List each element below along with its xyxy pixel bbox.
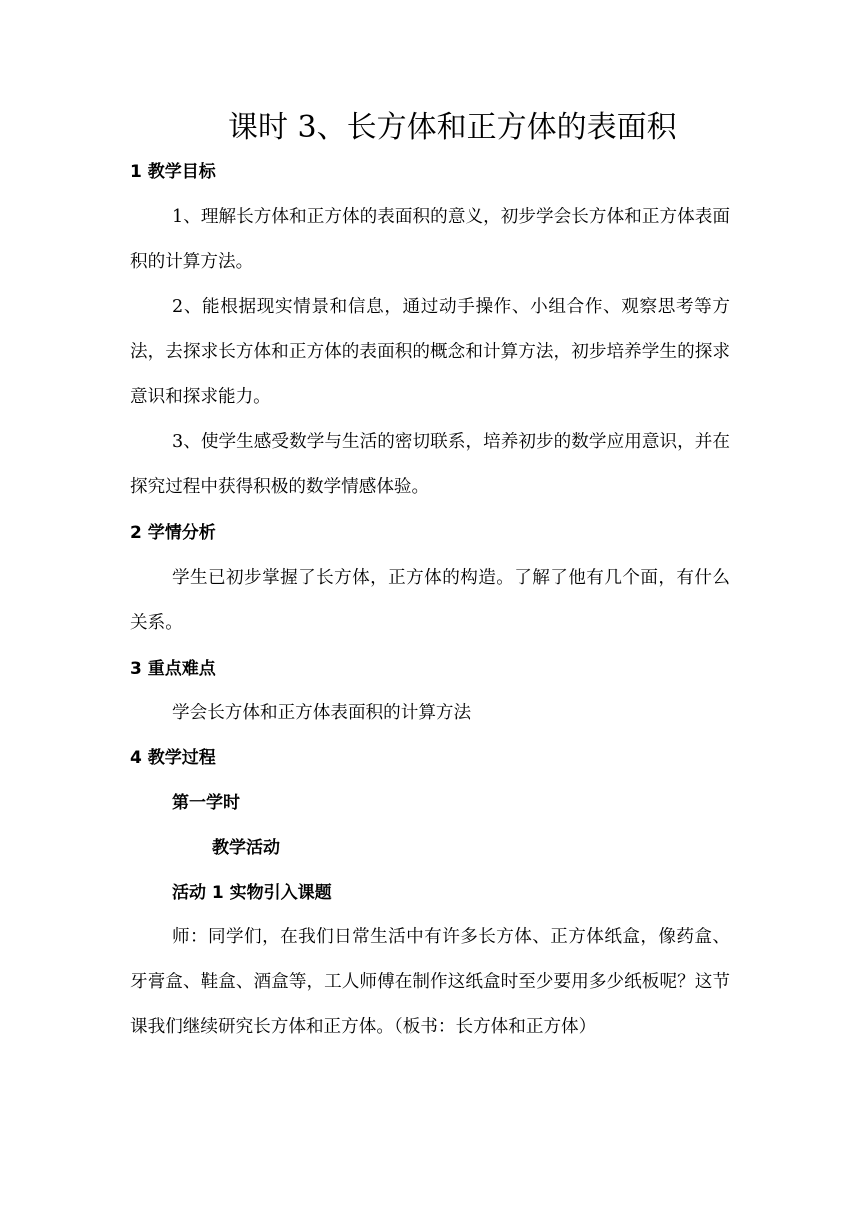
section-heading-keypoints: 3 重点难点 — [130, 659, 216, 679]
keypoints-text: 学会长方体和正方体表面积的计算方法 — [172, 703, 472, 723]
section-heading-objectives: 1 教学目标 — [130, 162, 216, 182]
activities-label: 教学活动 — [212, 838, 280, 858]
objective-item-1: 1、理解长方体和正方体的表面积的意义，初步学会长方体和正方体表面积的计算方法。 — [130, 207, 730, 272]
activity-1-title: 活动 1 实物引入课题 — [172, 883, 332, 903]
document-title: 课时 3、长方体和正方体的表面积 — [228, 110, 677, 145]
objective-item-3: 3、使学生感受数学与生活的密切联系，培养初步的数学应用意识，并在探究过程中获得积极的数学情感体验。 — [130, 432, 730, 497]
section-heading-process: 4 教学过程 — [130, 748, 216, 768]
section-heading-analysis: 2 学情分析 — [130, 523, 216, 543]
analysis-text: 学生已初步掌握了长方体，正方体的构造。了解了他有几个面，有什么关系。 — [130, 568, 730, 633]
period-label: 第一学时 — [172, 793, 240, 813]
activity-1-text: 师：同学们，在我们日常生活中有许多长方体、正方体纸盒，像药盒、牙膏盒、鞋盒、酒盒等，工人师傅在制作这纸盒时至少要用多少纸板呢？这节课我们继续研究长方体和正方体。（板书：长方体和正方体） — [130, 927, 730, 1037]
objective-item-2: 2、能根据现实情景和信息，通过动手操作、小组合作、观察思考等方法，去探求长方体和正方体的表面积的概念和计算方法，初步培养学生的探求意识和探求能力。 — [130, 297, 730, 407]
